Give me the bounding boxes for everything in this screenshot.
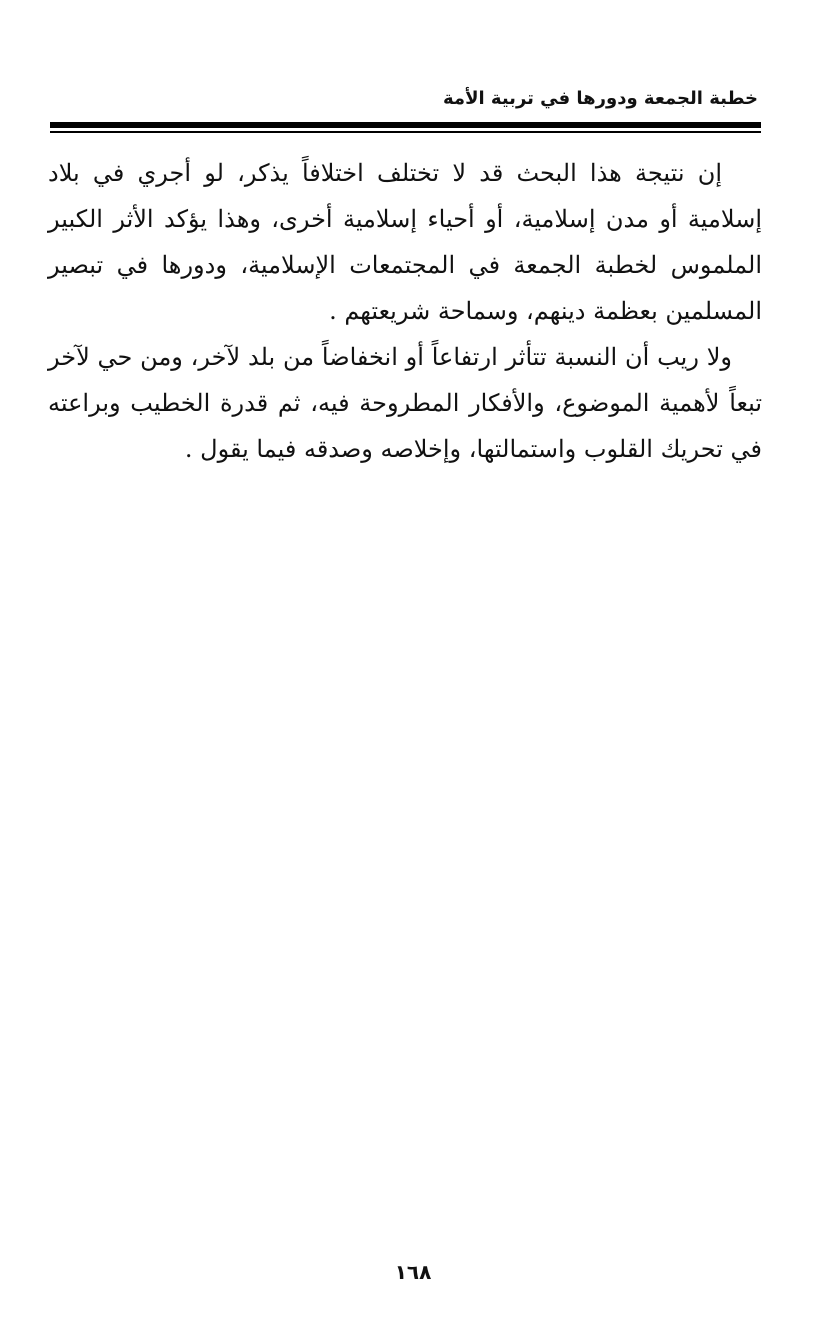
paragraph-1: إن نتيجة هذا البحث قد لا تختلف اختلافاً يذكر، لو أجري في بلاد إسلامية أو مدن إسلامية، أو أحياء إسلامية أخرى، وهذا يؤكد الأثر الكبير الملموس لخطبة الجمعة في المجتمعات الإسلامية، ودورها في تبصير المسلمين بعظمة دينهم، وسماحة شريعتهم . — [48, 159, 762, 325]
paragraph-2: ولا ريب أن النسبة تتأثر ارتفاعاً أو انخفاضاً من بلد لآخر، ومن حي لآخر تبعاً لأهمية الموضوع، والأفكار المطروحة فيه، ثم قدرة الخطيب وبراعته في تحريك القلوب واستمالتها، وإخلاصه وصدقه فيما يقول . — [48, 343, 762, 463]
running-header: خطبة الجمعة ودورها في تربية الأمة — [443, 88, 758, 109]
header-rule-thick — [50, 122, 761, 128]
body-text — [48, 150, 762, 472]
page-number: ١٦٨ — [394, 1260, 432, 1284]
header-rule-thin — [50, 131, 761, 133]
